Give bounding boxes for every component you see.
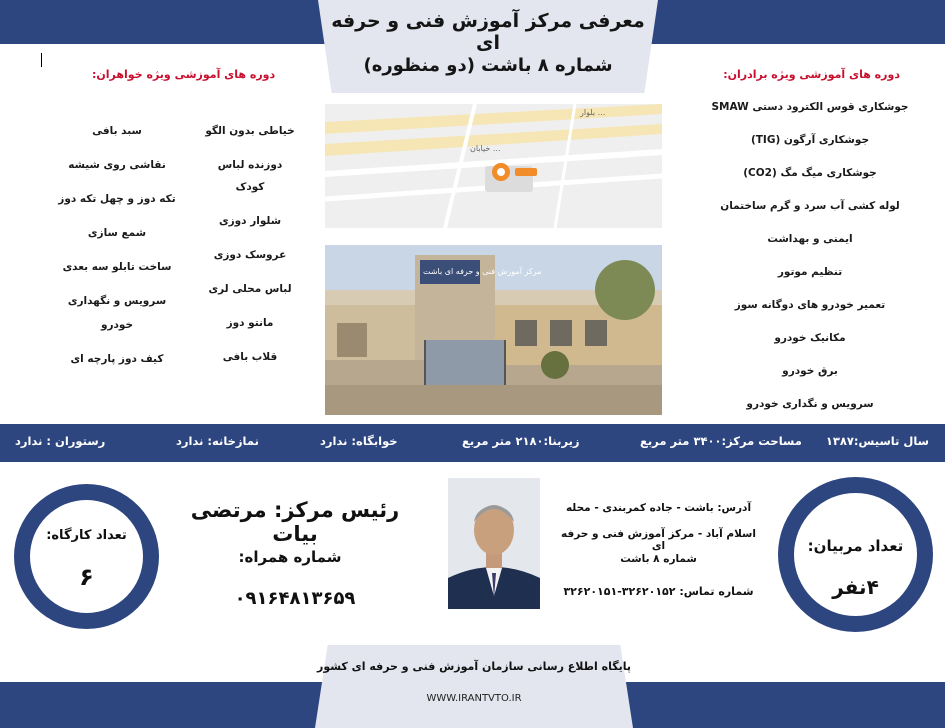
director-portrait <box>448 478 540 609</box>
brothers-courses-list <box>700 96 920 426</box>
footer-title: پایگاه اطلاع رسانی سازمان آموزش فنی و حرفه ای کشور <box>317 660 631 673</box>
list-item: قلاب بافی <box>222 351 278 363</box>
list-item: مکانیک خودرو <box>774 332 846 344</box>
list-item: تعمیر خودرو های دوگانه سوز <box>734 299 886 311</box>
text-cursor <box>41 53 42 67</box>
footer-panel <box>315 645 633 728</box>
building-sign: مرکز آموزش فنی و حرفه ای باشت <box>423 267 542 276</box>
sisters-courses-list-a <box>32 120 202 382</box>
list-item: برق خودرو <box>782 365 838 377</box>
list-item: کودک <box>235 181 265 193</box>
map-street-label: خیابان ... <box>470 144 501 153</box>
center-area: مساحت مرکز:۳۴۰۰ متر مربع <box>640 434 802 448</box>
workshops-label: تعداد کارگاه: <box>46 528 127 543</box>
address-line-1: آدرس: باشت - جاده کمربندی - محله <box>565 502 752 514</box>
page-subtitle: شماره ۸ باشت (دو منظوره) <box>363 55 613 76</box>
list-item: سرویس و نگداری خودرو <box>746 398 874 410</box>
list-item: شمع سازی <box>87 227 147 239</box>
trainers-value: ۴نفر <box>832 575 879 599</box>
list-item: لباس محلی لری <box>208 283 292 295</box>
list-item: نقاشی روی شیشه <box>68 159 166 171</box>
founded-year: سال تاسیس:۱۳۸۷ <box>825 434 929 448</box>
restaurant-status: رستوران : ندارد <box>15 434 106 448</box>
address-line-3: شماره ۸ باشت <box>620 553 697 565</box>
list-item: ساخت تابلو سه بعدی <box>62 261 172 273</box>
address-line-2: اسلام آباد - مرکز آموزش فنی و حرفه ای <box>561 528 756 552</box>
prayer-room-status: نمازخانه: ندارد <box>176 434 259 448</box>
page-title: معرفی مرکز آموزش فنی و حرفه ای <box>331 10 645 54</box>
contact-phone: شماره تماس: ۳۲۶۲۰۱۵۲-۳۲۶۲۰۱۵۱ <box>563 585 754 598</box>
built-area: زیربنا:۲۱۸۰ متر مربع <box>462 434 580 448</box>
workshops-badge-inner <box>30 500 143 613</box>
list-item: عروسک دوزی <box>213 249 287 261</box>
mobile-label: شماره همراه: <box>238 548 342 566</box>
location-map[interactable] <box>325 104 662 228</box>
sisters-courses-list-b <box>195 120 305 380</box>
list-item: تنظیم موتور <box>777 266 843 278</box>
brothers-courses-title: دوره های آموزشی ویژه برادران: <box>723 68 900 81</box>
mobile-number: ۰۹۱۶۴۸۱۳۶۵۹ <box>234 588 356 609</box>
list-item: کیف دوز پارچه ای <box>70 353 164 365</box>
list-item: جوشکاری قوس الکترود دستی SMAW <box>711 101 909 113</box>
list-item: خیاطی بدون الگو <box>205 125 295 137</box>
list-item: ایمنی و بهداشت <box>767 233 853 245</box>
building-photo <box>325 245 662 415</box>
website-link[interactable]: WWW.IRANTVTO.IR <box>426 693 522 704</box>
list-item: لوله کشی آب سرد و گرم ساختمان <box>720 200 900 212</box>
dormitory-status: خوابگاه: ندارد <box>320 434 398 448</box>
list-item: مانتو دوز <box>226 317 274 329</box>
list-item: دوزنده لباس <box>217 159 283 171</box>
sisters-courses-title: دوره های آموزشی ویژه خواهران: <box>92 68 276 81</box>
list-item: سرویس و نگهداری <box>67 295 167 307</box>
map-graphic <box>325 104 662 228</box>
list-item: سبد بافی <box>92 125 142 137</box>
workshops-value: ۶ <box>79 563 94 591</box>
list-item: جوشکاری آرگون (TIG) <box>750 134 870 146</box>
director-name: رئیس مرکز: مرتضی بیات <box>190 498 400 546</box>
list-item: خودرو <box>100 319 134 331</box>
portrait-graphic <box>448 478 540 609</box>
list-item: تکه دوز و چهل تکه دوز <box>58 193 176 205</box>
list-item: جوشکاری میگ مگ (CO2) <box>743 167 877 179</box>
trainers-label: تعداد مربیان: <box>807 537 904 555</box>
list-item: شلوار دوزی <box>218 215 282 227</box>
map-road-label: بلوار ... <box>580 108 606 117</box>
